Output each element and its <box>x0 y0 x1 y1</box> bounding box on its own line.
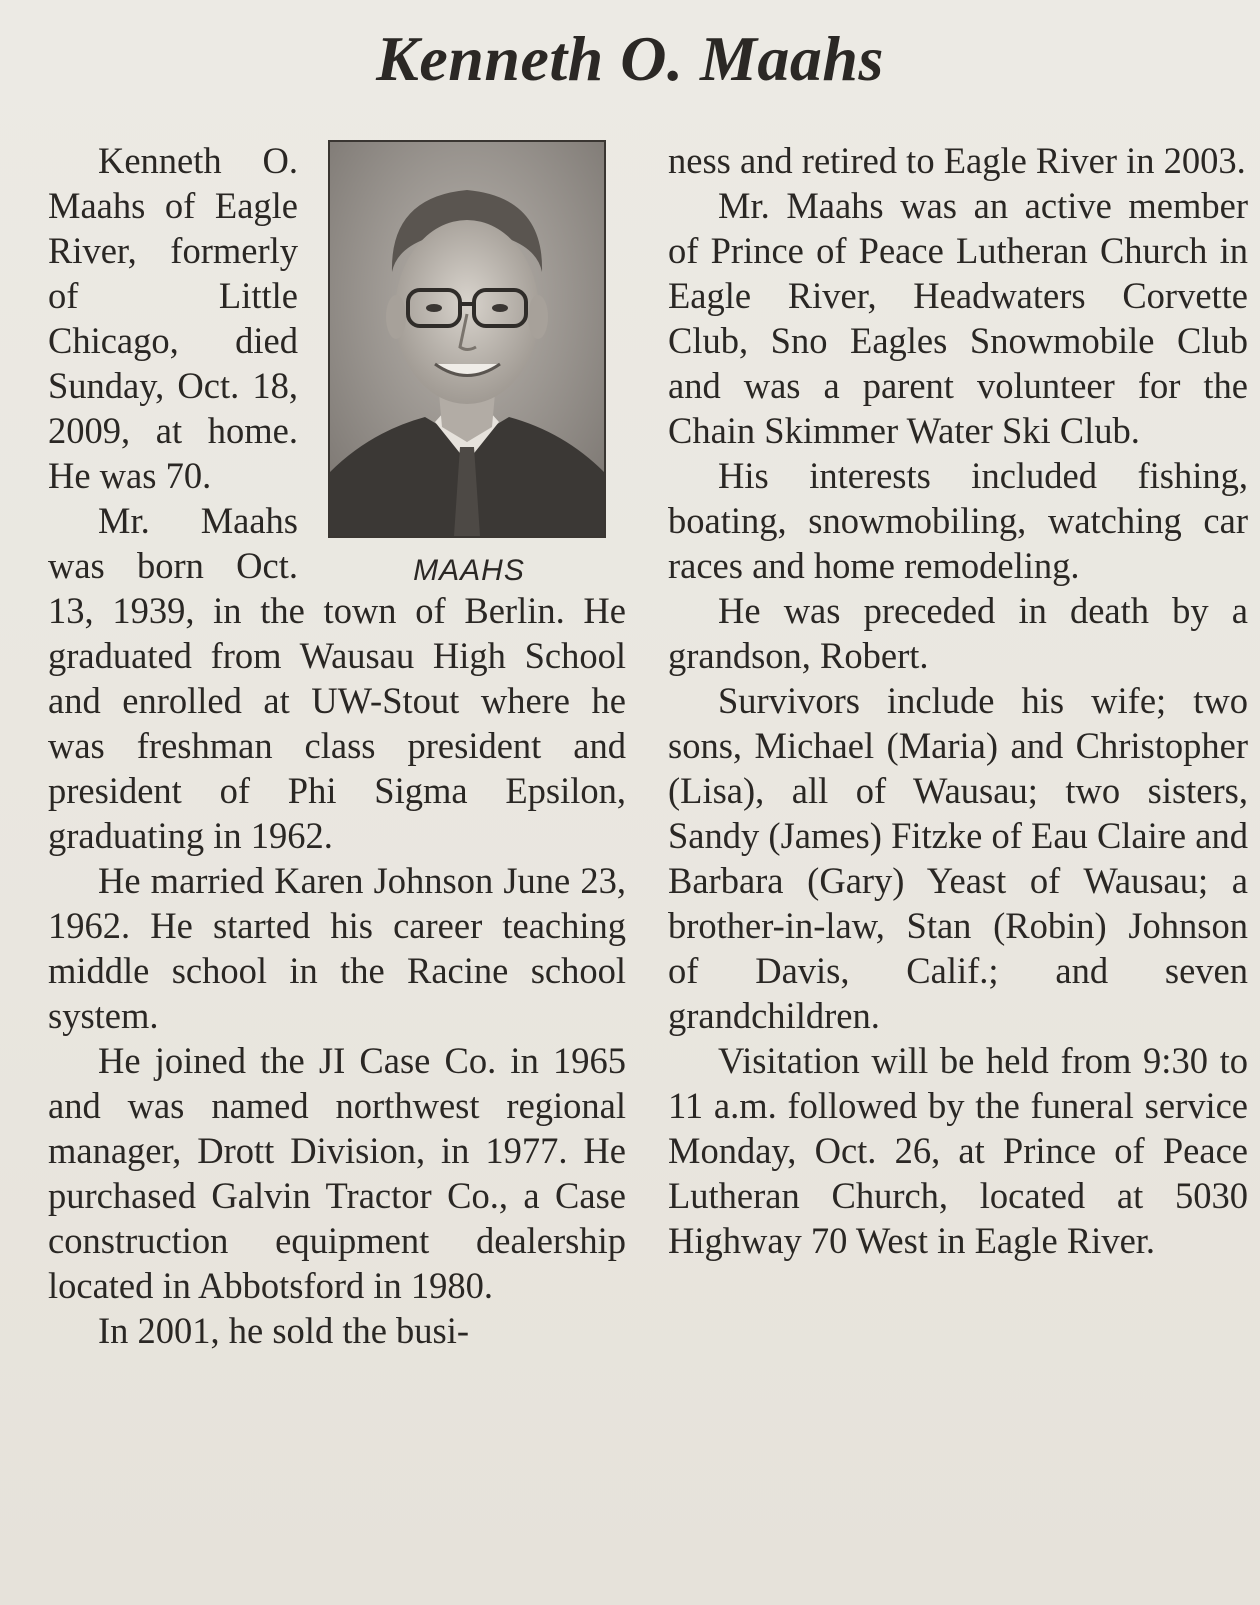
right-column <box>668 138 1248 1263</box>
paragraph: Mr. Maahs was an active member of Prince of Peace Lutheran Church in Eagle River, Headwaters Corvette Club, Sno Eagles Snowmobile Club and was a parent volunteer for the Chain Skimmer Water Ski Club. <box>668 185 1248 451</box>
paragraph: He married Karen Johnson June 23, 1962. He started his career teaching middle school in the Racine school system. <box>48 860 626 1036</box>
portrait-photo-icon <box>328 140 606 538</box>
paragraph: ness and retired to Eagle River in 2003. <box>668 140 1246 181</box>
paragraph: Mr. Maahs was born Oct. 13, 1939, in the town of Berlin. He graduated from Wausau High School and enrolled at UW-Stout where he was freshman class president and president of Phi Sigma Epsilon, graduating in 1962. <box>48 500 626 856</box>
paragraph: His interests included fishing, boating, snowmobiling, watching car races and home remodeling. <box>668 455 1248 586</box>
paragraph: In 2001, he sold the busi- <box>98 1310 470 1351</box>
photo-caption: MAAHS <box>413 554 525 587</box>
paragraph: He joined the JI Case Co. in 1965 and was named northwest regional manager, Drott Division, in 1977. He purchased Galvin Tractor Co., a Case construction equipment dealership located in Abbotsford in 1980. <box>48 1040 626 1306</box>
headline: Kenneth O. Maahs <box>376 23 884 94</box>
paragraph: Visitation will be held from 9:30 to 11 a.m. followed by the funeral service Monday, Oct. 26, at Prince of Peace Lutheran Church, located at 5030 Highway 70 West in Eagle River. <box>668 1040 1248 1261</box>
photo-block <box>316 140 626 588</box>
paragraph: Survivors include his wife; two sons, Michael (Maria) and Christopher (Lisa), all of Wausau; two sisters, Sandy (James) Fitzke of Eau Claire and Barbara (Gary) Yeast of Wausau; a brother-in-law, Stan (Robin) Johnson of Davis, Calif.; and seven grandchildren. <box>668 680 1248 1036</box>
paragraph: Kenneth O. Maahs of Eagle River, formerly of Little Chicago, died Sunday, Oct. 18, 2009, at home. He was 70. <box>48 140 298 496</box>
left-column <box>48 138 626 1353</box>
paragraph: He was preceded in death by a grandson, Robert. <box>668 590 1248 676</box>
